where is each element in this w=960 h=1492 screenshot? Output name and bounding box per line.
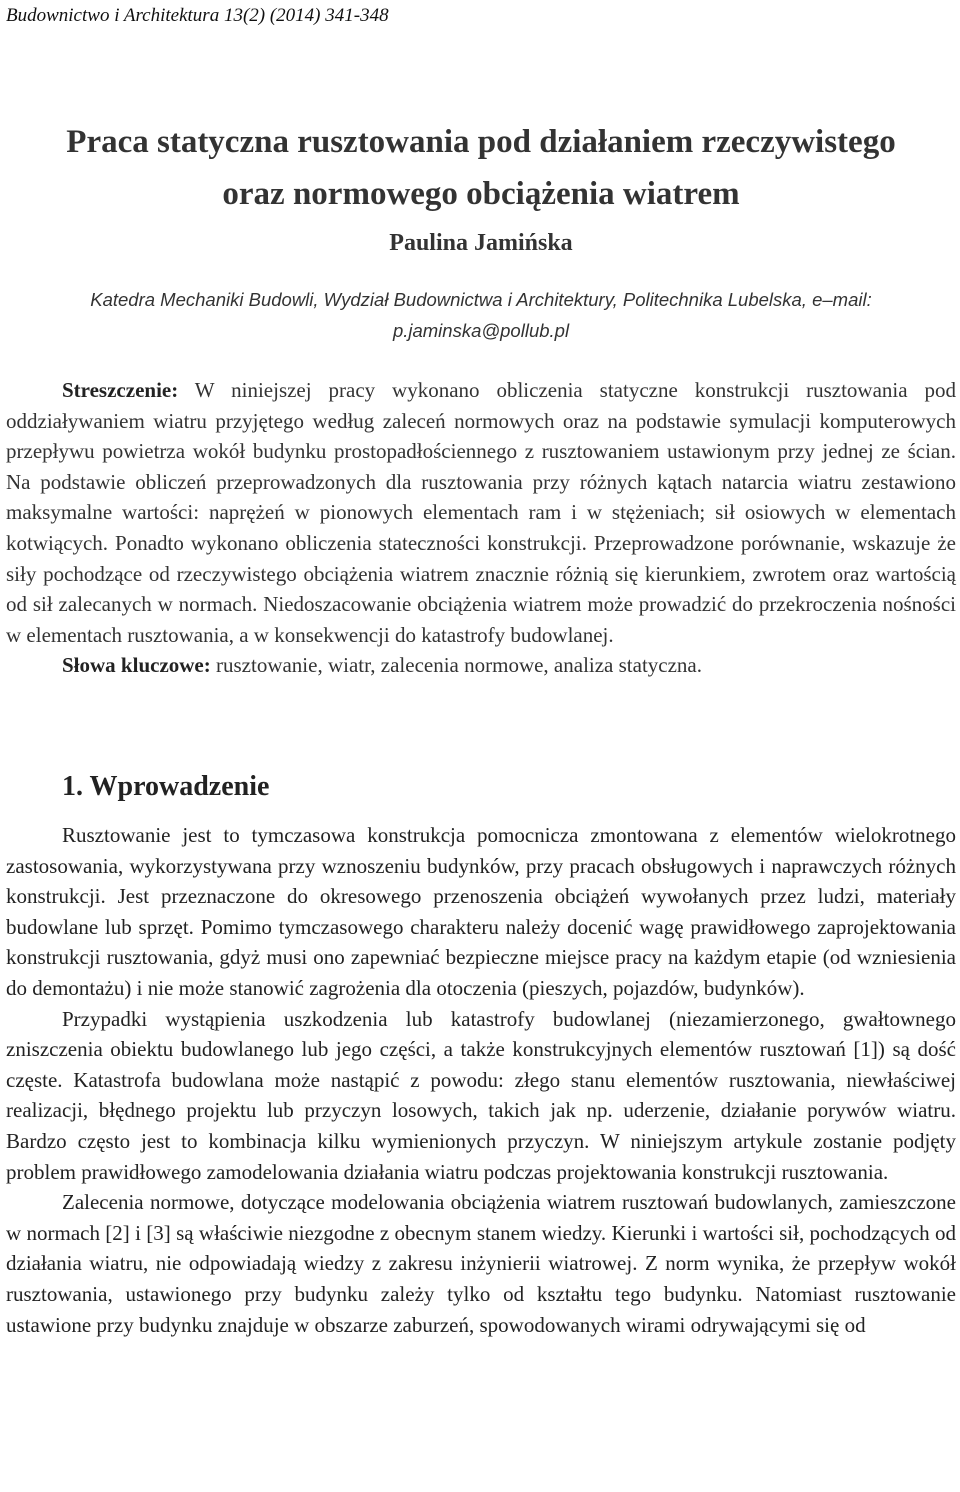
- keywords-label: Słowa kluczowe:: [62, 653, 211, 678]
- abstract-paragraph: [6, 375, 956, 650]
- author-name: Paulina Jamińska: [389, 230, 573, 256]
- author-affiliation: [6, 284, 956, 346]
- keywords-text: rusztowanie, wiatr, zalecenia normowe, analiza statyczna.: [210, 653, 703, 678]
- body-paragraph-1: Rusztowanie jest to tymczasowa konstrukcja pomocnicza zmontowana z elementów wielokrotnego zastosowania, wykorzystywana przy wznoszeniu budynków, przy pracach obsługowych i naprawczych różnych konstrukcji. Jest przeznaczone do okresowego przenoszenia obciążeń wywołanych przez ludzi, materiały budowlane lub sprzęt. Pomimo tymczasowego charakteru należy docenić wagę prawidłowego zaprojektowania konstrukcji rusztowania, gdyż musi ono zapewniać bezpieczne miejsce pracy na każdym etapie (od wzniesienia do demontażu) i nie może stanowić zagrożenia dla otoczenia (pieszych, pojazdów, budynków).: [6, 823, 956, 1000]
- body-paragraph-3: Zalecenia normowe, dotyczące modelowania obciążenia wiatrem rusztowań budowlanych, zamieszczone w normach [2] i [3] są właściwie niezgodne z obecnym stanem wiedzy. Kierunki i wartości sił, pochodzących od działania wiatru, nie odpowiadają wiedzy z zakresu inżynierii wiatrowej. Z norm wynika, że przepływ wokół rusztowania, ustawionego przy budynku zależy tylko od kształtu tego budynku. Natomiast rusztowanie ustawione przy budynku znajduje w obszarze zaburzeń, spowodowanych wirami odrywającymi się od: [6, 1190, 956, 1337]
- journal-header: Budownictwo i Architektura 13(2) (2014) 341-348: [6, 5, 389, 26]
- paper-title-line-2: oraz normowego obciążenia wiatrem: [222, 176, 740, 212]
- affiliation-text: Katedra Mechaniki Budowli, Wydział Budownictwa i Architektury, Politechnika Lubelska, e–mail:: [90, 289, 872, 310]
- paper-title-line-1: Praca statyczna rusztowania pod działaniem rzeczywistego: [66, 124, 896, 160]
- abstract-text: W niniejszej pracy wykonano obliczenia statyczne konstrukcji rusztowania pod oddziaływaniem wiatru przyjętego według zaleceń normowych oraz na podstawie symulacji komputerowych przepływu powietrza wokół budynku prostopadłościennego z rusztowaniem ustawionym przy jednej ze ścian. Na podstawie obliczeń przeprowadzonych dla rusztowania przy różnych kątach natarcia wiatru zestawiono maksymalne wartości: naprężeń w pionowych elementach ram i w stężeniach; sił osiowych w elementach kotwiących. Ponadto wykonano obliczenia stateczności konstrukcji. Przeprowadzone porównanie, wskazuje że siły pochodzące od rzeczywistego obciążenia wiatrem znacznie różnią się kierunkiem, zwrotem oraz wartością od sił zalecanych w normach. Niedoszacowanie obciążenia wiatrem może prowadzić do przekroczenia nośności w elementach rusztowania, a w konsekwencji do katastrofy budowlanej.: [6, 378, 956, 647]
- keywords-paragraph: [6, 650, 956, 681]
- paper-title: [6, 116, 956, 220]
- abstract-label: Streszczenie:: [62, 378, 179, 402]
- section-heading: 1. Wprowadzenie: [62, 771, 270, 802]
- author-email: p.jaminska@pollub.pl: [392, 320, 570, 341]
- section-body: [6, 820, 956, 1340]
- abstract: [6, 375, 956, 681]
- body-paragraph-2: Przypadki wystąpienia uszkodzenia lub katastrofy budowlanej (niezamierzonego, gwałtownego zniszczenia obiektu budowlanego lub jego części, a także konstrukcyjnych elementów rusztowań [1]) są dość częste. Katastrofa budowlana może nastąpić z powodu: złego stanu elementów rusztowania, niewłaściwej realizacji, błędnego projektu lub przyczyn losowych, takich jak np. uderzenie, działanie porywów wiatru. Bardzo często jest to kombinacja kilku wymienionych przyczyn. W niniejszym artykule zostanie podjęty problem prawidłowego zamodelowania działania wiatru podczas projektowania konstrukcji rusztowania.: [6, 1006, 956, 1184]
